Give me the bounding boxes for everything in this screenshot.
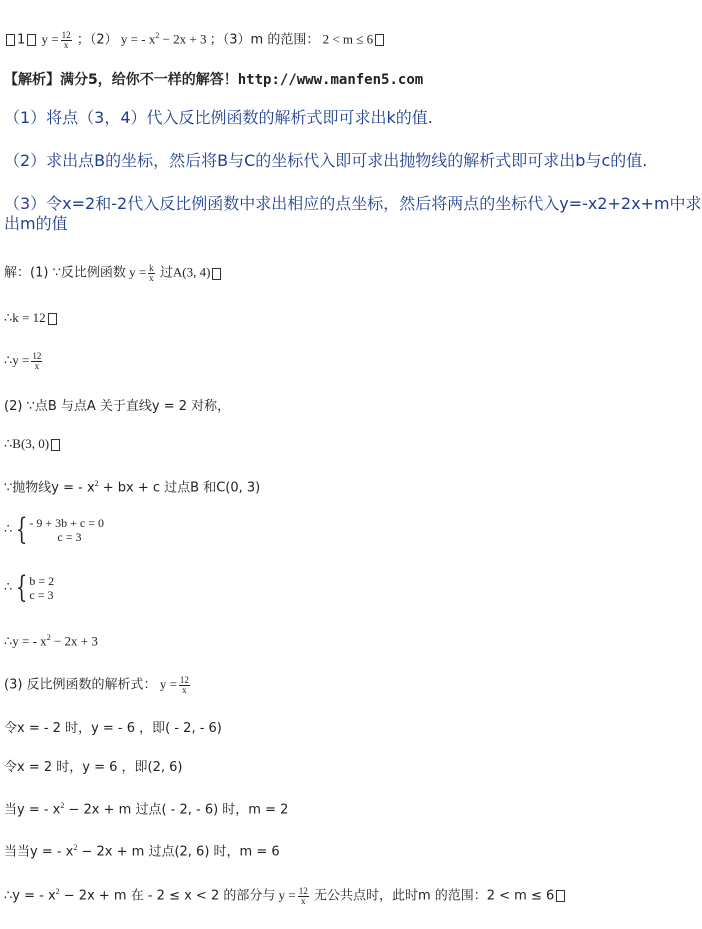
solution-text: ∴y = - x — [4, 633, 47, 649]
missing-glyph-icon — [556, 890, 565, 902]
solution-line-9 — [4, 630, 98, 649]
solution-text: − 2x + m 在 - 2 ≤ x < 2 的部分与 — [59, 888, 276, 904]
system-rows — [29, 516, 104, 544]
solution-line-5 — [4, 436, 62, 452]
answer-part1-number: 1 — [17, 32, 26, 48]
fraction-denominator: x — [182, 685, 187, 695]
exponent: 2 — [73, 843, 78, 852]
answer-line — [4, 28, 386, 50]
exponent: 2 — [60, 801, 65, 810]
solution-text: 解：(1) ∵反比例函数 — [4, 265, 126, 281]
answer-part3-range: 2 < m ≤ 6 — [322, 31, 374, 47]
missing-glyph-icon — [6, 34, 15, 46]
solution-line-11 — [4, 720, 222, 737]
answer-part1-lhs: y = — [41, 31, 59, 47]
system-row: b = 2 — [29, 574, 55, 589]
fraction — [148, 264, 155, 283]
solution-line-2 — [4, 310, 59, 326]
answer-part2-formula: y = - x — [120, 31, 156, 47]
missing-glyph-icon — [212, 268, 221, 280]
left-brace-icon: { — [16, 512, 28, 548]
answer-part2-rest: − 2x + 3 — [159, 31, 207, 47]
fraction — [179, 676, 190, 695]
solution-text: 令x = 2 时，y = 6 ，即(2, 6) — [4, 760, 183, 775]
answer-part1-fraction — [61, 31, 72, 50]
fraction-numerator: 12 — [298, 885, 308, 896]
solution-line-6 — [4, 476, 260, 496]
missing-glyph-icon — [51, 439, 60, 451]
solution-text: ∴y = - x — [4, 888, 56, 904]
fraction-denominator: x — [300, 895, 306, 906]
analysis-header-url: http://www.manfen5.com — [237, 72, 424, 88]
solution-text: − 2x + m 过点( - 2, - 6) 时，m = 2 — [64, 802, 289, 818]
system-row: c = 3 — [57, 530, 82, 545]
fraction-denominator: x — [149, 273, 154, 283]
left-brace-icon: { — [16, 570, 28, 606]
solution-line-13 — [4, 798, 288, 818]
fraction-denominator: x — [63, 39, 69, 50]
solution-text: ∴k = 12 — [4, 310, 46, 325]
exponent: 2 — [46, 633, 51, 642]
solution-text: ∴B(3, 0) — [4, 436, 50, 451]
system-rows — [29, 574, 54, 602]
solution-text: 当y = - x — [4, 802, 61, 818]
solution-text: 当当y = - x — [4, 844, 74, 860]
formula-lhs: y = — [159, 676, 177, 692]
solution-line-3 — [4, 352, 44, 371]
missing-glyph-icon — [48, 313, 57, 325]
formula-lhs: ∴y = — [4, 352, 30, 368]
fraction — [298, 887, 309, 906]
analysis-step-2: （2）求出点B的坐标，然后将B与C的坐标代入即可求出抛物线的解析式即可求出b与c的值. — [4, 151, 648, 170]
analysis-step-3: （3）令x=2和-2代入反比例函数中求出相应的点坐标，然后将两点的坐标代入y=-x2+2x+m中求 — [4, 194, 702, 213]
solution-line-4 — [4, 398, 230, 415]
equation-system-2 — [4, 570, 54, 604]
solution-text: ∵抛物线y = - x — [4, 480, 95, 496]
equation-system-1 — [4, 512, 104, 546]
analysis-step-1: （1）将点（3，4）代入反比例函数的解析式即可求出k的值. — [4, 108, 433, 127]
solution-line-12 — [4, 759, 182, 776]
system-row: - 9 + 3b + c = 0 — [29, 516, 104, 531]
fraction-numerator: 12 — [61, 29, 71, 40]
fraction-numerator: k — [149, 263, 154, 273]
exponent: 2 — [55, 887, 60, 896]
missing-glyph-icon — [375, 34, 384, 46]
solution-line-15 — [4, 884, 567, 906]
fraction-denominator: x — [34, 361, 40, 371]
analysis-header — [4, 72, 423, 88]
solution-line-1 — [4, 264, 223, 283]
therefore-symbol: ∴ — [4, 521, 13, 536]
solution-text: + bx + c 过点B 和C(0, 3) — [98, 480, 261, 496]
answer-separator: ；（2） — [76, 32, 118, 48]
fraction-numerator: 12 — [179, 675, 189, 685]
solution-text: 令x = - 2 时，y = - 6 ，即( - 2, - 6) — [4, 721, 222, 736]
missing-glyph-icon — [27, 34, 36, 46]
fraction — [31, 352, 42, 371]
analysis-header-label: 【解析】满分5，给你不一样的解答！ — [4, 72, 238, 88]
system-row: c = 3 — [29, 588, 54, 603]
formula-lhs: y = — [129, 264, 147, 280]
exponent: 2 — [94, 479, 99, 488]
solution-line-10 — [4, 676, 192, 695]
solution-text: 过A(3, 4) — [159, 264, 211, 280]
solution-text: − 2x + m 过点(2, 6) 时，m = 6 — [77, 844, 280, 860]
formula-lhs: y = — [278, 887, 296, 903]
solution-text: (3) 反比例函数的解析式： — [4, 677, 157, 693]
solution-text: (2) ∵点B 与点A 关于直线y = 2 对称， — [4, 399, 231, 414]
answer-separator: ；（3）m 的范围： — [209, 32, 320, 48]
therefore-symbol: ∴ — [4, 579, 13, 594]
fraction-numerator: 12 — [32, 351, 42, 361]
solution-line-14 — [4, 840, 280, 860]
solution-text: − 2x + 3 — [50, 633, 98, 649]
analysis-step-3-cont: 出m的值 — [4, 214, 68, 233]
solution-text: 无公共点时，此时m 的范围：2 < m ≤ 6 — [313, 888, 555, 904]
exponent: 2 — [155, 31, 160, 40]
